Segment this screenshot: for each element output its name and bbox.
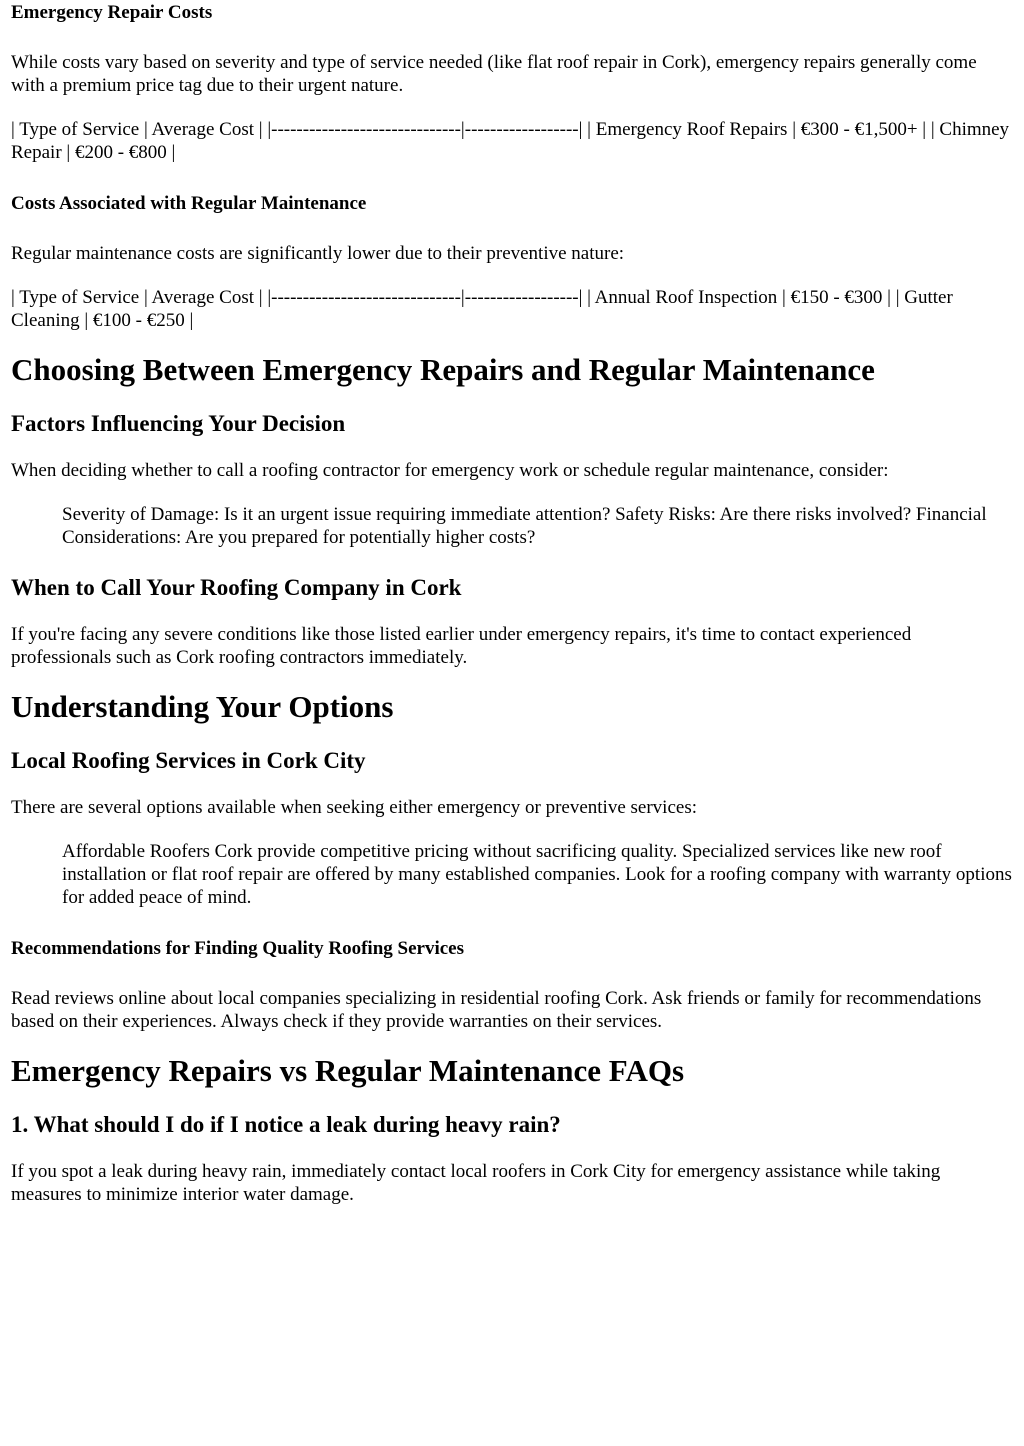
factors-quote: Severity of Damage: Is it an urgent issue requiring immediate attention? Safety Risks: Are there risks involved? Financial Considerations: Are you prepared for potentially higher costs? (62, 504, 987, 548)
factors-heading: Factors Influencing Your Decision (11, 411, 346, 436)
local-services-heading: Local Roofing Services in Cork City (11, 748, 366, 773)
emergency-costs-table-text: | Type of Service | Average Cost | |------------------------------|------------------| | Emergency Roof Repairs | €300 - €1,500+ | | Chimney Repair | €200 - €800 | (11, 119, 1010, 163)
maintenance-costs-intro: Regular maintenance costs are significantly lower due to their preventive nature: (11, 243, 625, 264)
recommendations-text: Read reviews online about local companies specializing in residential roofing Cork. Ask friends or family for recommendations based on their experiences. Always check if they provide warranties on their services. (11, 988, 982, 1032)
local-services-quote: Affordable Roofers Cork provide competitive pricing without sacrificing quality. Specialized services like new roof installation or flat roof repair are offered by many established companies. Look for a roofing company with warranty options for added peace of mind. (62, 841, 1012, 908)
factors-intro: When deciding whether to call a roofing contractor for emergency work or schedule regular maintenance, consider: (11, 460, 889, 481)
maintenance-costs-table-text: | Type of Service | Average Cost | |------------------------------|------------------| | Annual Roof Inspection | €150 - €300 | | Gutter Cleaning | €100 - €250 | (11, 287, 953, 331)
faqs-heading: Emergency Repairs vs Regular Maintenance FAQs (11, 1053, 685, 1088)
when-to-call-heading: When to Call Your Roofing Company in Cork (11, 575, 462, 600)
choosing-heading: Choosing Between Emergency Repairs and Regular Maintenance (11, 352, 875, 387)
recommendations-heading: Recommendations for Finding Quality Roofing Services (11, 938, 465, 959)
faq-1-answer: If you spot a leak during heavy rain, immediately contact local roofers in Cork City for emergency assistance while taking measures to minimize interior water damage. (11, 1161, 941, 1205)
when-to-call-text: If you're facing any severe conditions like those listed earlier under emergency repairs, it's time to contact experienced professionals such as Cork roofing contractors immediately. (11, 624, 912, 668)
local-services-intro: There are several options available when seeking either emergency or preventive services: (11, 797, 697, 818)
emergency-costs-intro: While costs vary based on severity and type of service needed (like flat roof repair in Cork), emergency repairs generally come with a premium price tag due to their urgent nature. (11, 52, 977, 96)
maintenance-costs-heading: Costs Associated with Regular Maintenance (11, 193, 367, 214)
emergency-costs-heading: Emergency Repair Costs (11, 2, 213, 23)
options-heading: Understanding Your Options (11, 689, 394, 724)
faq-1-question: 1. What should I do if I notice a leak during heavy rain? (11, 1112, 561, 1137)
